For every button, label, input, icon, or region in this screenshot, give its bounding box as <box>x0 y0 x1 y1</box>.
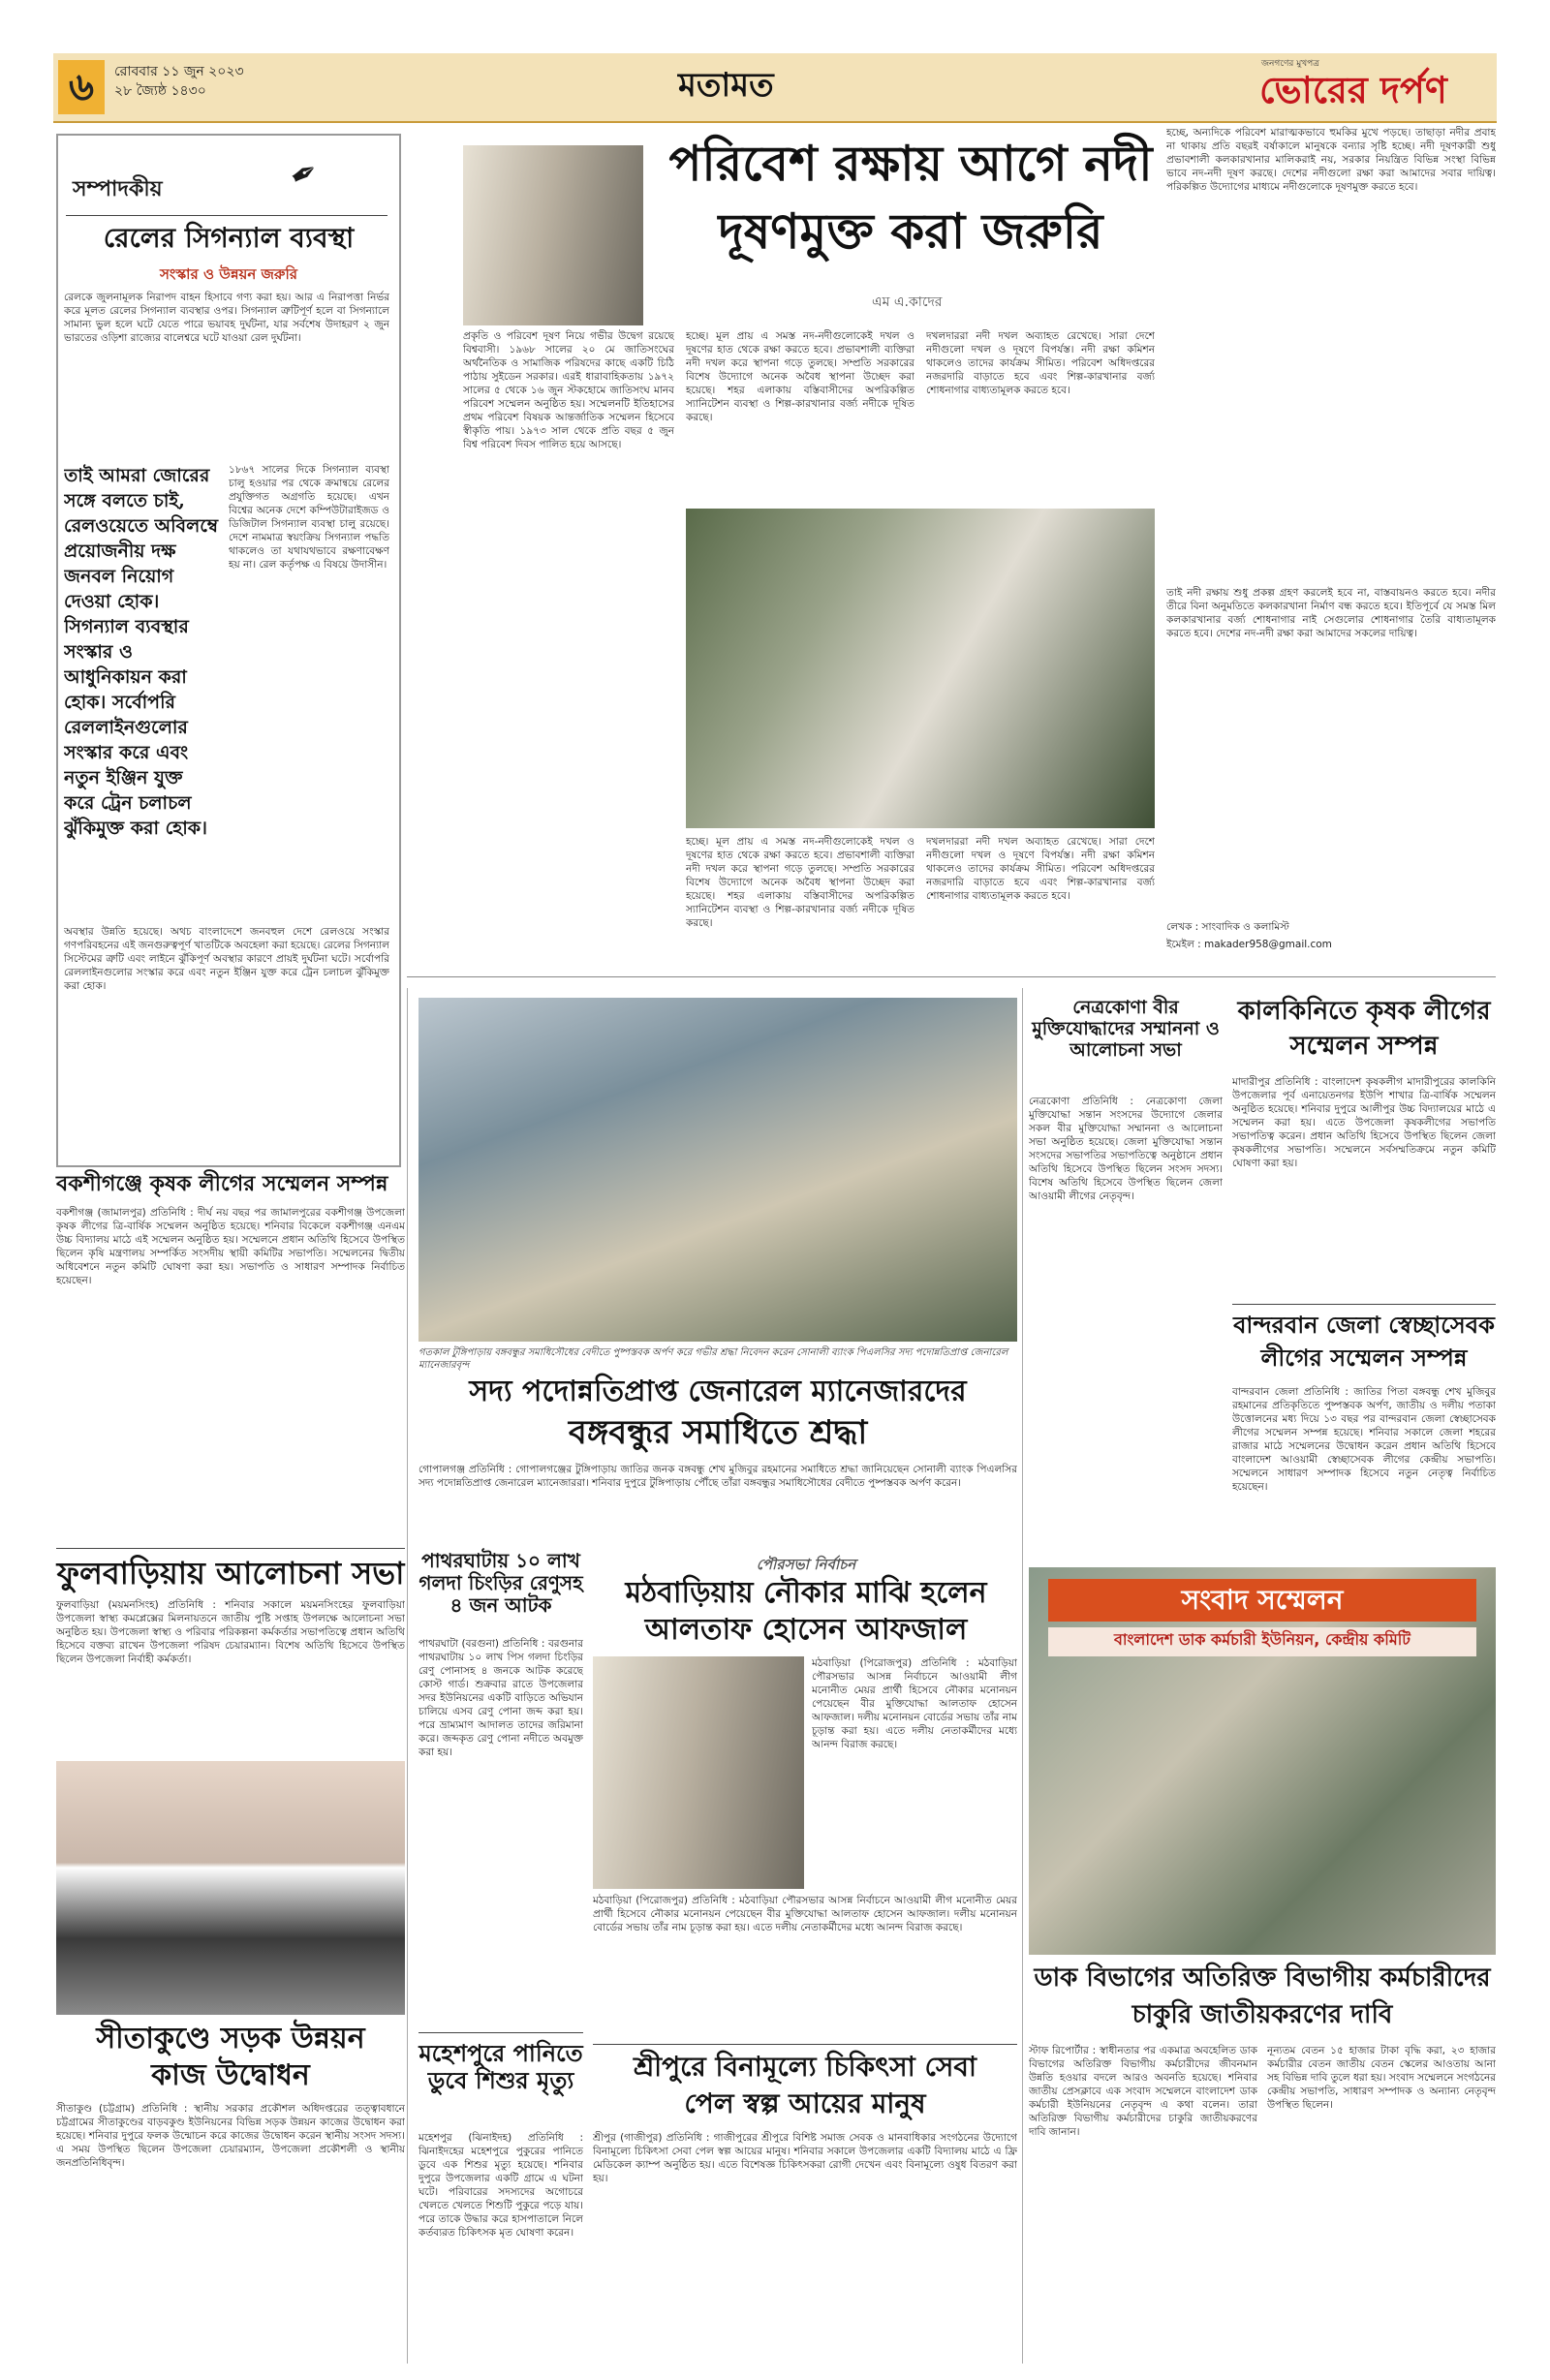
column-rule <box>1022 988 1023 2364</box>
header-date <box>114 62 244 101</box>
lead-col-3: দখলদাররা নদী দখল অব্যাহত রেখেছে। সারা দেশে নদীগুলো দখল ও দূষণে বিপর্যস্ত। নদী রক্ষা কমিশন থাকলেও তাদের কার্যক্রম সীমিত। পরিবেশ অধিদপ্তরের নজরদারি বাড়াতে হবে এবং শিল্প-কারখানার বর্জ্য শোধনাগার বাধ্যতামূলক করতে হবে। <box>926 330 1155 396</box>
sitakunda-body: সীতাকুণ্ড (চট্টগ্রাম) প্রতিনিধি : স্থানীয় সরকার প্রকৌশল অধিদপ্তরের তত্ত্বাবধানে চট্টগ্রামের সীতাকুণ্ডের বাড়বকুণ্ড ইউনিয়নের বিভিন্ন সড়ক উন্নয়ন কাজের উদ্বোধন করা হয়েছে। শনিবার দুপুরে ফলক উন্মোচন করে কাজের উদ্বোধন করেন স্থানীয় সংসদ সদস্য। এ সময় উপস্থিত ছিলেন উপজেলা চেয়ারম্যান, উপজেলা প্রকৌশলী ও স্থানীয় জনপ্রতিনিধিবৃন্দ। <box>56 2103 405 2169</box>
mathbaria-title-line2: আলতাফ হোসেন আফজাল <box>644 1613 968 1647</box>
column-rule <box>407 988 408 2364</box>
lead-email: ইমেইল : makader958@gmail.com <box>1166 939 1332 950</box>
postal-body-2: নূন্যতম বেতন ১৫ হাজার টাকা বৃদ্ধি করা, ২৩ হাজার কর্মচারীর বেতন জাতীয় বেতন স্কেলের আওতায় আনা সহ বিভিন্ন দাবি তুলে ধরা হয়। সংবাদ সম্মেলনে সংগঠনের কেন্দ্রীয় সভাপতি, সাধারণ সম্পাদক ও অন্যান্য নেতৃবৃন্দ উপস্থিত ছিলেন। <box>1267 2045 1496 2111</box>
section-divider <box>407 976 1496 977</box>
page-number: ৬ <box>58 60 105 114</box>
divider-sreepur <box>593 2044 1017 2045</box>
candidate-photo <box>593 1656 804 1889</box>
maheshpur-title: মহেশপুরে পানিতে ডুবে শিশুর মৃত্যু <box>418 2039 583 2094</box>
fulbaria-body: ফুলবাড়িয়া (ময়মনসিংহ) প্রতিনিধি : শনিবার সকালে ময়মনসিংহের ফুলবাড়িয়া উপজেলা স্বাস্থ্য কমপ্লেক্সের মিলনায়তনে জাতীয় পুষ্টি সপ্তাহ উপলক্ষে আলোচনা সভা অনুষ্ঠিত হয়। উপজেলা স্বাস্থ্য ও পরিবার পরিকল্পনা কর্মকর্তার সভাপতিত্বে প্রধান অতিথি হিসেবে বক্তব্য রাখেন উপজেলা পরিষদ চেয়ারম্যান। বিশেষ অতিথি হিসেবে উপস্থিত ছিলেন উপজেলা নির্বাহী কর্মকর্তা। <box>56 1599 405 1665</box>
kalkini-body: মাদারীপুর প্রতিনিধি : বাংলাদেশ কৃষকলীগ মাদারীপুরের কালকিনি উপজেলার পূর্ব এনায়েতনগর ইউপি শাখার ত্রি-বার্ষিক সম্মেলন অনুষ্ঠিত হয়েছে। শনিবার দুপুরে আলীপুর উচ্চ বিদ্যালয়ের মাঠে এ সম্মেলন করা হয়। এতে উপজেলা কৃষকলীগের সভাপতি সভাপতিত্ব করেন। প্রধান অতিথি হিসেবে উপস্থিত ছিলেন জেলা কৃষকলীগের সভাপতি। সম্মেলনে সর্বসম্মতিক্রমে নতুন কমিটি ঘোষণা করা হয়। <box>1232 1076 1496 1169</box>
lead-author-info: লেখক : সাংবাদিক ও কলামিস্ট <box>1166 921 1289 933</box>
sreepur-title-line2: পেল স্বল্প আয়ের মানুষ <box>684 2087 926 2119</box>
maheshpur-body: মহেশপুর (ঝিনাইদহ) প্রতিনিধি : ঝিনাইদহের মহেশপুরে পুকুরের পানিতে ডুবে এক শিশুর মৃত্যু হয়েছে। শনিবার দুপুরে উপজেলার একটি গ্রামে এ ঘটনা ঘটে। পরিবারের সদস্যদের অগোচরে খেলতে খেলতে শিশুটি পুকুরে পড়ে যায়। পরে তাকে উদ্ধার করে হাসপাতালে নিলে কর্তব্যরত চিকিৎসক মৃত ঘোষণা করেন। <box>418 2132 583 2239</box>
section-title: মতামত <box>678 66 774 105</box>
netrokona-title: নেত্রকোণা বীর মুক্তিযোদ্ধাদের সম্মাননা ও আলোচনা সভা <box>1032 997 1220 1061</box>
lead-right-col-2: তাই নদী রক্ষায় শুধু প্রকল্প গ্রহণ করলেই হবে না, বাস্তবায়নও করতে হবে। নদীর তীরে বিনা অনুমতিতে কলকারখানা নির্মাণ বন্ধ করতে হবে। ইতিপূর্বে যে সমস্ত মিল কলকারখানার বর্জ্য শোধনাগার নাই সেগুলোর শোধনাগার তৈরি বাধ্যতামূলক করতে হবে। দেশের নদ-নদী রক্ষা করা আমাদের সকলের দায়িত্ব। <box>1166 587 1496 639</box>
mathbaria-title-line1: মঠবাড়িয়ায় নৌকার মাঝি হলেন <box>625 1576 987 1610</box>
lead-col-2: হচ্ছে। মূল প্রায় এ সমস্ত নদ-নদীগুলোকেই দখল ও দূষণের হাত থেকে রক্ষা করতে হবে। প্রভাবশালী ব্যক্তিরা নদী দখল করে স্থাপনা গড়ে তুলছে। সম্প্রতি সরকারের বিশেষ উদ্যোগে অনেক অবৈধ স্থাপনা উচ্ছেদ করা হয়েছে। শহর এলাকায় বস্তিবাসীদের অপরিকল্পিত স্যানিটেশন ব্যবস্থা ও শিল্প-কারখানার বর্জ্য নদীকে দূষিত করছে। <box>686 330 914 423</box>
mathbaria-body: মঠবাড়িয়া (পিরোজপুর) প্রতিনিধি : মঠবাড়িয়া পৌরসভার আসন্ন নির্বাচনে আওয়ামী লীগ মনোনীত মেয়র প্রার্থী হিসেবে নৌকার মনোনয়ন পেয়েছেন বীর মুক্তিযোদ্ধা আলতাফ হোসেন আফজাল। দলীয় মনোনয়ন বোর্ডের সভায় তাঁর নাম চূড়ান্ত করা হয়। এতে দলীয় নেতাকর্মীদের মধ্যে আনন্দ বিরাজ করছে। <box>812 1657 1017 1750</box>
divider-maheshpur <box>418 2032 583 2033</box>
author-photo <box>463 145 643 325</box>
patharghata-body: পাথরঘাটা (বরগুনা) প্রতিনিধি : বরগুনার পাথরঘাটায় ১০ লাখ পিস গলদা চিংড়ির রেণু পোনাসহ ৪ জনকে আটক করেছে কোস্ট গার্ড। শুক্রবার রাতে উপজেলার সদর ইউনিয়নের একটি বাড়িতে অভিযান চালিয়ে এসব রেণু পোনা জব্দ করা হয়। পরে ভ্রাম্যমাণ আদালত তাদের জরিমানা করে। জব্দকৃত রেণু পোনা নদীতে অবমুক্ত করা হয়। <box>418 1638 583 1758</box>
sreepur-title-line1: শ্রীপুরে বিনামূল্যে চিকিৎসা সেবা <box>633 2051 977 2083</box>
kalkini-title-line2: সম্মেলন সম্পন্ন <box>1289 1032 1439 1061</box>
logo-text: ভোরের দর্পণ <box>1259 68 1447 111</box>
press-banner-title: সংবাদ সম্মেলন <box>1048 1579 1476 1622</box>
date-gregorian: রোববার ১১ জুন ২০২৩ <box>114 64 244 79</box>
gm-title-line2: বঙ্গবন্ধুর সমাধিতে শ্রদ্ধা <box>568 1413 868 1452</box>
bakshiganj-body: বকশীগঞ্জ (জামালপুর) প্রতিনিধি : দীর্ঘ নয় বছর পর জামালপুরের বকশীগঞ্জ উপজেলা কৃষক লীগের ত্রি-বার্ষিক সম্মেলন অনুষ্ঠিত হয়েছে। শনিবার বিকেলে বকশীগঞ্জ এনএম উচ্চ বিদ্যালয় মাঠে এই সম্মেলন অনুষ্ঠিত হয়। সম্মেলনে প্রধান অতিথি হিসেবে উপস্থিত ছিলেন কৃষি মন্ত্রণালয় সম্পর্কিত সংসদীয় স্থায়ী কমিটির সভাপতি। সম্মেলনের দ্বিতীয় অধিবেশনে নতুন কমিটি ঘোষণা করা হয়। সভাপতি ও সাধারণ সম্পাদক নির্বাচিত হয়েছেন। <box>56 1207 405 1286</box>
postal-body: স্টাফ রিপোর্টার : স্বাধীনতার পর একমাত্র অবহেলিত ডাক বিভাগের অতিরিক্ত বিভাগীয় কর্মচারীদের জীবনমান উন্নতি হওয়ার বদলে আরও অবনতি হয়েছে। শনিবার জাতীয় প্রেসক্লাবে এক সংবাদ সম্মেলনে বাংলাদেশ ডাক কর্মচারী ইউনিয়নের নেতৃবৃন্দ এ কথা বলেন। তারা অতিরিক্ত বিভাগীয় কর্মচারীদের চাকুরি জাতীয়করণের দাবি জানান। <box>1029 2045 1257 2138</box>
lead-col-1: প্রকৃতি ও পরিবেশ দূষণ নিয়ে গভীর উদ্বেগ রয়েছে বিশ্ববাসী। ১৯৬৮ সালের ২০ মে জাতিসংঘের অর্থনৈতিক ও সামাজিক পরিষদের কাছে একটি চিঠি পাঠায় সুইডেন সরকার। এরই ধারাবাহিকতায় ১৯৭২ সালের ৫ থেকে ১৬ জুন স্টকহোমে জাতিসংঘ মানব পরিবেশ সম্মেলন অনুষ্ঠিত হয়। সম্মেলনটি ইতিহাসের প্রথম পরিবেশ বিষয়ক আন্তর্জাতিক সম্মেলন হিসেবে স্বীকৃতি পায়। ১৯৭৩ সাল থেকে প্রতি বছর ৫ জুন বিশ্ব পরিবেশ দিবস পালিত হয়ে আসছে। <box>463 330 674 450</box>
editorial-label: সম্পাদকীয় <box>73 176 163 201</box>
mathbaria-kicker: পৌরসভা নির্বাচন <box>756 1556 856 1573</box>
editorial-title: রেলের সিগন্যাল ব্যবস্থা <box>103 222 355 254</box>
bandarban-title-line1: বান্দরবান জেলা স্বেচ্ছাসেবক <box>1233 1311 1495 1339</box>
logo-tagline: জনগণের মুখপত্র <box>1261 59 1319 69</box>
lead-author: এম এ.কাদের <box>872 294 943 310</box>
tribute-photo-caption: গতকাল টুঙ্গিপাড়ায় বঙ্গবন্ধুর সমাধিসৌধের বেদীতে পুষ্পস্তবক অর্পণ করে গভীর শ্রদ্ধা নিবেদন করেন সোনালী ব্যাংক পিএলসির সদ্য পদোন্নতিপ্রাপ্ত জেনারেল ম্যানেজারবৃন্দ <box>418 1347 1008 1371</box>
kalkini-title-line1: কালকিনিতে কৃষক লীগের <box>1237 997 1491 1026</box>
sitakunda-title-line1: সীতাকুণ্ডে সড়ক উন্নয়ন <box>96 2022 365 2055</box>
postal-title-line2: চাকুরি জাতীয়করণের দাবি <box>1132 2000 1393 2029</box>
netrokona-body: নেত্রকোণা প্রতিনিধি : নেত্রকোণা জেলা মুক্তিযোদ্ধা সন্তান সংসদের উদ্যোগে জেলার সকল বীর মুক্তিযোদ্ধা সম্মাননা ও আলোচনা সভা অনুষ্ঠিত হয়েছে। জেলা মুক্তিযোদ্ধা সন্তান সংসদের সভাপতির সভাপতিত্বে অনুষ্ঠানে প্রধান অতিথি হিসেবে উপস্থিত ছিলেন সংসদ সদস্য। বিশেষ অতিথি হিসেবে উপস্থিত ছিলেন জেলা আওয়ামী লীগের নেতৃবৃন্দ। <box>1029 1096 1223 1202</box>
gm-body: গোপালগঞ্জ প্রতিনিধি : গোপালগঞ্জের টুঙ্গিপাড়ায় জাতির জনক বঙ্গবন্ধু শেখ মুজিবুর রহমানের সমাধিতে শ্রদ্ধা জানিয়েছেন সোনালী ব্যাংক পিএলসির সদ্য পদোন্নতিপ্রাপ্ত জেনারেল ম্যানেজাররা। শনিবার দুপুরে টুঙ্গিপাড়ায় পৌঁছে তাঁরা বঙ্গবন্ধুর সমাধিসৌধের বেদীতে পুষ্পস্তবক অর্পণ করেন। <box>418 1464 1017 1489</box>
lead-col-3b: দখলদাররা নদী দখল অব্যাহত রেখেছে। সারা দেশে নদীগুলো দখল ও দূষণে বিপর্যস্ত। নদী রক্ষা কমিশন থাকলেও তাদের কার্যক্রম সীমিত। পরিবেশ অধিদপ্তরের নজরদারি বাড়াতে হবে এবং শিল্প-কারখানার বর্জ্য শোধনাগার বাধ্যতামূলক করতে হবে। <box>926 836 1155 902</box>
postal-title-line1: ডাক বিভাগের অতিরিক্ত বিভাগীয় কর্মচারীদের <box>1034 1963 1491 1993</box>
press-banner-org: বাংলাদেশ ডাক কর্মচারী ইউনিয়ন, কেন্দ্রীয় কমিটি <box>1048 1627 1476 1656</box>
gm-title-line1: সদ্য পদোন্নতিপ্রাপ্ত জেনারেল ম্যানেজারদের <box>469 1375 967 1408</box>
editorial-pullquote: তাই আমরা জোরের সঙ্গে বলতে চাই, রেলওয়েতে অবিলম্বে প্রয়োজনীয় দক্ষ জনবল নিয়োগ দেওয়া হোক। সিগন্যাল ব্যবস্থার সংস্কার ও আধুনিকায়ন করা হোক। সর্বোপরি রেললাইনগুলোর সংস্কার করে এবং নতুন ইঞ্জিন যুক্ত করে ট্রেন চলাচল ঝুঁকিমুক্ত করা হোক। <box>64 465 219 839</box>
bandarban-title-line2: লীগের সম্মেলন সম্পন্ন <box>1260 1344 1468 1372</box>
river-pollution-photo <box>686 509 1155 828</box>
fulbaria-title: ফুলবাড়িয়ায় আলোচনা সভা <box>56 1555 405 1592</box>
lead-col-2b: হচ্ছে। মূল প্রায় এ সমস্ত নদ-নদীগুলোকেই দখল ও দূষণের হাত থেকে রক্ষা করতে হবে। প্রভাবশালী ব্যক্তিরা নদী দখল করে স্থাপনা গড়ে তুলছে। সম্প্রতি সরকারের বিশেষ উদ্যোগে অনেক অবৈধ স্থাপনা উচ্ছেদ করা হয়েছে। শহর এলাকায় বস্তিবাসীদের অপরিকল্পিত স্যানিটেশন ব্যবস্থা ও শিল্প-কারখানার বর্জ্য নদীকে দূষিত করছে। <box>686 836 914 929</box>
editorial-divider <box>66 215 388 216</box>
bandarban-body: বান্দরবান জেলা প্রতিনিধি : জাতির পিতা বঙ্গবন্ধু শেখ মুজিবুর রহমানের প্রতিকৃতিতে পুষ্পস্তবক অর্পণ, জাতীয় ও দলীয় পতাকা উত্তোলনের মধ্য দিয়ে ১৩ বছর পর বান্দরবান জেলা স্বেচ্ছাসেবক লীগের সম্মেলন সম্পন্ন হয়েছে। শনিবার সকালে জেলা শহরের রাজার মাঠে সম্মেলনের উদ্বোধন করেন প্রধান অতিথি হিসেবে বাংলাদেশ আওয়ামী স্বেচ্ছাসেবক লীগের কেন্দ্রীয় সভাপতি। সম্মেলনে সাধারণ সম্পাদক হিসেবে নতুন নেতৃত্ব নির্বাচিত হয়েছেন। <box>1232 1386 1496 1493</box>
lead-title-line1: পরিবেশ রক্ষায় আগে নদী <box>668 135 1153 192</box>
newspaper-logo <box>1259 59 1447 124</box>
date-bangla: ২৮ জ্যৈষ্ঠ ১৪৩০ <box>114 83 206 99</box>
patharghata-title: পাথরঘাটায় ১০ লাখ গলদা চিংড়ির রেণুসহ ৪ জন আটক <box>418 1549 583 1617</box>
press-conference-photo <box>1029 1567 1496 1955</box>
bakshiganj-title: বকশীগঞ্জে কৃষক লীগের সম্মেলন সম্পন্ন <box>56 1171 388 1196</box>
editorial-body: ১৮৬৭ সালের দিকে সিগন্যাল ব্যবস্থা চালু হওয়ার পর থেকে ক্রমান্বয়ে রেলের প্রযুক্তিগত অগ্রগতি হয়েছে। এখন বিশ্বের অনেক দেশে কম্পিউটারাইজড ও ডিজিটাল সিগন্যাল ব্যবস্থা চালু রয়েছে। দেশে নামমাত্র স্বয়ংক্রিয় সিগন্যাল পদ্ধতি থাকলেও তা যথাযথভাবে রক্ষণাবেক্ষণ হয় না। রেল কর্তৃপক্ষ এ বিষয়ে উদাসীন। <box>229 464 389 571</box>
lead-title-line2: দূষণমুক্ত করা জরুরি <box>718 202 1103 260</box>
editorial-subtitle: সংস্কার ও উন্নয়ন জরুরি <box>160 265 297 283</box>
mathbaria-body-2: মঠবাড়িয়া (পিরোজপুর) প্রতিনিধি : মঠবাড়িয়া পৌরসভার আসন্ন নির্বাচনে আওয়ামী লীগ মনোনীত মেয়র প্রার্থী হিসেবে নৌকার মনোনয়ন পেয়েছেন বীর মুক্তিযোদ্ধা আলতাফ হোসেন আফজাল। দলীয় মনোনয়ন বোর্ডের সভায় তাঁর নাম চূড়ান্ত করা হয়। এতে দলীয় নেতাকর্মীদের মধ্যে আনন্দ বিরাজ করছে। <box>593 1895 1017 1933</box>
divider-bandarban <box>1232 1304 1496 1305</box>
sreepur-body: শ্রীপুর (গাজীপুর) প্রতিনিধি : গাজীপুরের শ্রীপুরে বিশিষ্ট সমাজ সেবক ও মানবাধিকার সংগঠনের উদ্যোগে বিনামূল্যে চিকিৎসা সেবা পেল স্বল্প আয়ের মানুষ। শনিবার সকালে উপজেলার একটি বিদ্যালয় মাঠে এ ফ্রি মেডিকেল ক্যাম্প অনুষ্ঠিত হয়। এতে বিশেষজ্ঞ চিকিৎসকরা রোগী দেখেন এবং বিনামূল্যে ওষুধ বিতরণ করা হয়। <box>593 2132 1017 2184</box>
pen-icon: ✒ <box>282 150 326 199</box>
sitakunda-title-line2: কাজ উদ্বোধন <box>151 2058 310 2092</box>
editorial-body-2: অবস্থার উন্নতি হয়েছে। অথচ বাংলাদেশে জনবহুল দেশে রেলওয়ে সংস্কার গণপরিবহনের এই জনগুরুত্বপূর্ণ খাতটিকে অবহেলা করা হয়েছে। রেলের সিগন্যাল সিস্টেমের ত্রুটি এবং লাইনে ঝুঁকিপূর্ণ অবস্থার কারণে প্রায়ই দুর্ঘটনা ঘটে। সর্বোপরি রেললাইনগুলোর সংস্কার করে এবং নতুন ইঞ্জিন যুক্ত করে ট্রেন চলাচল ঝুঁকিমুক্ত করা হোক। <box>64 926 389 992</box>
divider-fulbaria <box>56 1548 405 1549</box>
lead-right-col: হচ্ছে, অন্যদিকে পরিবেশ মারাত্মকভাবে হুমকির মুখে পড়ছে। তাছাড়া নদীর প্রবাহ না থাকায় প্রতি বছরই বর্ষাকালে মানুষকে বন্যার সৃষ্টি হচ্ছে। নদী দূষণকারী শুধু প্রভাবশালী কলকারখানার মালিকরাই নয়, সরকার নিয়ন্ত্রিত বিভিন্ন সংস্থা বিভিন্ন ভাবে নদ-নদী দূষণ করছে। দেশের নদীগুলো রক্ষা করা আমাদের সবার দায়িত্ব। পরিকল্পিত উদ্যোগের মাধ্যমে নদীগুলোকে দূষণমুক্ত করতে হবে। <box>1166 127 1496 193</box>
tribute-photo <box>418 998 1017 1342</box>
sitakunda-photo <box>56 1761 405 2015</box>
editorial-intro: রেলকে জুলনামূলক নিরাপদ বাহন হিসাবে গণ্য করা হয়। আর এ নিরাপত্তা নির্ভর করে মূলত রেলের সিগন্যাল ব্যবস্থার ওপর। সিগন্যাল ত্রুটিপূর্ণ হলে বা সিগন্যালে সামান্য ভুল হলে ঘটে যেতে পারে ভয়াবহ দুর্ঘটনা, যার সর্বশেষ উদাহরণ ২ জুন ভারতের ওড়িশা রাজ্যের বালেশ্বরে ঘটে যাওয়া রেল দুর্ঘটনা। <box>64 292 389 344</box>
